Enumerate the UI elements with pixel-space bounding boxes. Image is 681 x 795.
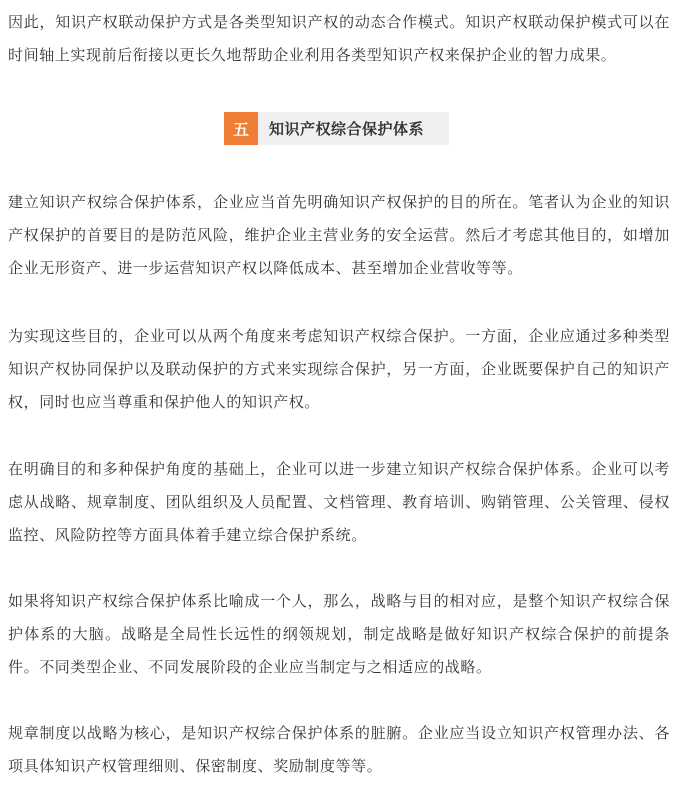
body-paragraph: 为实现这些目的，企业可以从两个角度来考虑知识产权综合保护。一方面，企业应通过多种类型知识产权协同保护以及联动保护的方式来实现综合保护，另一方面，企业既要保护自己的知识产权，同时也应当尊重和保护他人的知识产权。	[8, 327, 670, 411]
body-paragraph: 规章制度以战略为核心，是知识产权综合保护体系的脏腑。企业应当设立知识产权管理办法、各项具体知识产权管理细则、保密制度、奖励制度等等。	[8, 724, 670, 775]
intro-paragraph: 因此，知识产权联动保护方式是各类型知识产权的动态合作模式。知识产权联动保护模式可以在时间轴上实现前后衔接以更长久地帮助企业利用各类型知识产权来保护企业的智力成果。	[8, 13, 670, 64]
section-number-badge: 五	[224, 112, 258, 145]
body-paragraph: 在明确目的和多种保护角度的基础上，企业可以进一步建立知识产权综合保护体系。企业可以考虑从战略、规章制度、团队组织及人员配置、文档管理、教育培训、购销管理、公关管理、侵权监控、风险防控等方面具体着手建立综合保护系统。	[8, 460, 670, 544]
section-title: 知识产权综合保护体系	[269, 120, 425, 138]
body-paragraph: 如果将知识产权综合保护体系比喻成一个人，那么，战略与目的相对应，是整个知识产权综合保护体系的大脑。战略是全局性长远性的纲领规划，制定战略是做好知识产权综合保护的前提条件。不同类型企业、不同发展阶段的企业应当制定与之相适应的战略。	[8, 592, 670, 676]
section-heading	[224, 112, 449, 145]
body-paragraph: 建立知识产权综合保护体系，企业应当首先明确知识产权保护的目的所在。笔者认为企业的知识产权保护的首要目的是防范风险，维护企业主营业务的安全运营。然后才考虑其他目的，如增加企业无形资产、进一步运营知识产权以降低成本、甚至增加企业营收等等。	[8, 193, 670, 277]
